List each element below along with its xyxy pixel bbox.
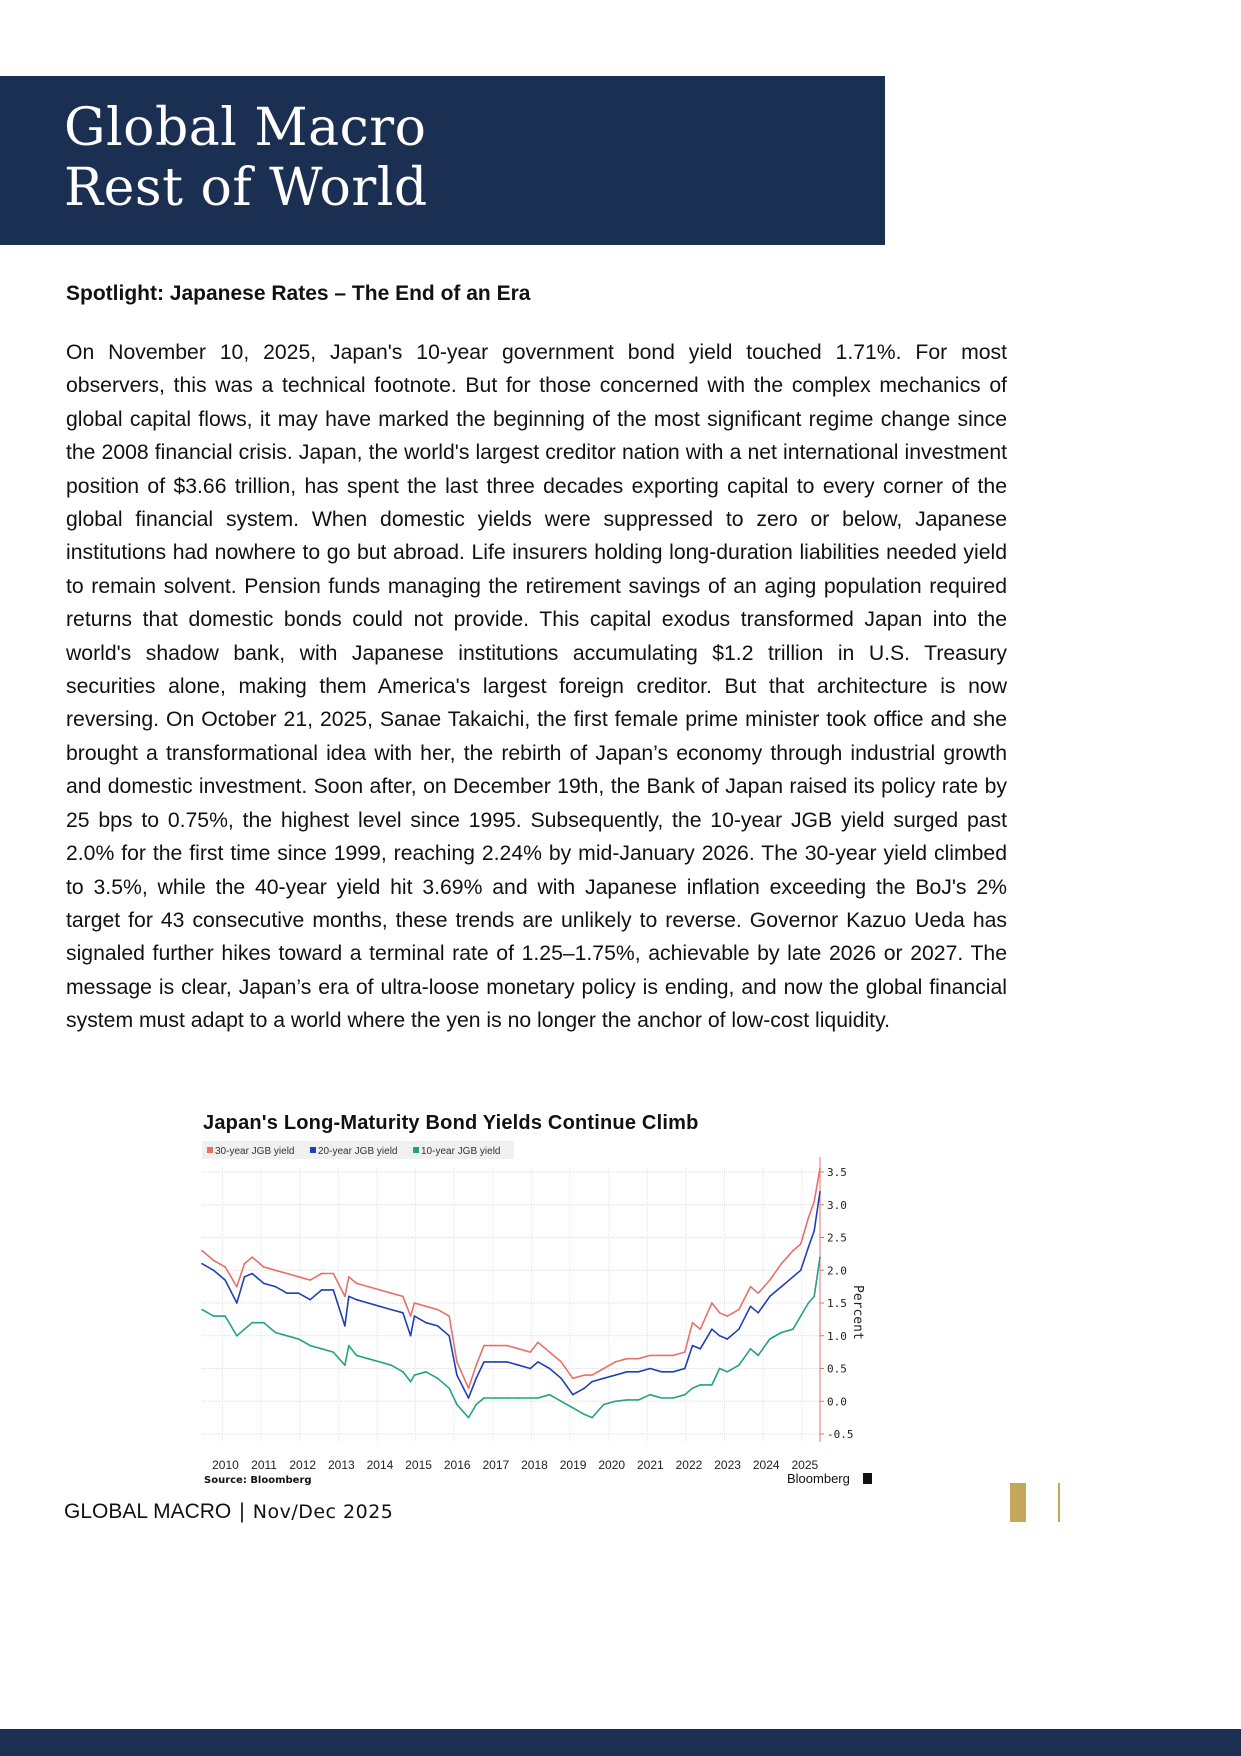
xtick-label: 2019 — [559, 1458, 587, 1472]
ytick-label: 0.5 — [827, 1362, 847, 1376]
data-point — [390, 1364, 392, 1366]
data-point — [495, 1345, 497, 1347]
data-point — [813, 1296, 815, 1298]
legend-label-1: 20-year JGB yield — [318, 1146, 398, 1157]
data-point — [456, 1374, 458, 1376]
data-point — [506, 1345, 508, 1347]
data-point — [819, 1168, 821, 1170]
data-point — [661, 1397, 663, 1399]
footer-separator: | — [239, 1500, 245, 1523]
data-point — [414, 1374, 416, 1376]
data-point — [495, 1397, 497, 1399]
xtick-label: 2013 — [327, 1458, 355, 1472]
decorative-gold-bar — [1010, 1483, 1026, 1522]
footer-issue: Nov/Dec 2025 — [252, 1501, 394, 1523]
data-point — [333, 1273, 335, 1275]
article-body: On November 10, 2025, Japan's 10-year government bond yield touched 1.71%. For most observers, this was a technical footnote. But for those concerned with the complex mechanics of global capital flows, it may have marked the beginning of the most significant regime change since the 2008 financial crisis. Japan, the world's largest creditor nation with a net international investment position of $3.66 trillion, has spent the last three decades exporting capital to every corner of the global financial system. When domestic yields were suppressed to zero or below, Japanese institutions had nowhere to go but abroad. Life insurers holding long-duration liabilities needed yield to remain solvent. Pension funds managing the retirement savings of an aging population required returns that domestic bonds could not provide. This capital exodus transformed Japan into the world's shadow bank, with Japanese institutions accumulating $1.2 trillion in U.S. Treasury securities alone, making them America's largest foreign creditor. But that architecture is now reversing. On October 21, 2025, Sanae Takaichi, the first female prime minister took office and she brought a transformational idea with her, the rebirth of Japan’s economy through industrial growth and domestic investment. Soon after, on December 19th, the Bank of Japan raised its policy rate by 25 bps to 0.75%, the highest level since 1995. Subsequently, the 10-year JGB yield surged past 2.0% for the first time since 1999, reaching 2.24% by mid-January 2026. The 30-year yield climbed to 3.5%, while the 40-year yield hit 3.69% and with Japanese inflation exceeding the BoJ's 2% target for 43 consecutive months, these trends are unlikely to reverse. Governor Kazuo Ueda has signaled further hikes toward a terminal rate of 1.25–1.75%, achievable by late 2026 or 2027. The message is clear, Japan’s era of ultra-loose monetary policy is ending, and now the global financial system must adapt to a world where the yen is no longer the anchor of low-cost liquidity. — [66, 341, 1007, 1033]
data-point — [603, 1404, 605, 1406]
data-point — [626, 1358, 628, 1360]
data-point — [475, 1404, 477, 1406]
legend-label-2: 10-year JGB yield — [421, 1146, 501, 1157]
data-point — [738, 1309, 740, 1311]
data-point — [711, 1328, 713, 1330]
data-point — [367, 1286, 369, 1288]
data-point — [298, 1338, 300, 1340]
data-point — [275, 1332, 277, 1334]
data-point — [638, 1399, 640, 1401]
data-point — [813, 1230, 815, 1232]
data-point — [309, 1299, 311, 1301]
data-point — [236, 1335, 238, 1337]
data-point — [537, 1397, 539, 1399]
data-point — [614, 1400, 616, 1402]
data-point — [603, 1378, 605, 1380]
legend-swatch-2 — [413, 1147, 419, 1153]
data-point — [224, 1279, 226, 1281]
data-point — [808, 1247, 810, 1249]
data-point — [711, 1384, 713, 1386]
data-point — [603, 1368, 605, 1370]
data-point — [483, 1397, 485, 1399]
ytick-label: 2.0 — [827, 1264, 847, 1278]
data-point — [236, 1286, 238, 1288]
data-point — [750, 1348, 752, 1350]
series-line-10-year — [202, 1257, 820, 1418]
data-point — [727, 1338, 729, 1340]
data-point — [699, 1348, 701, 1350]
data-point — [286, 1292, 288, 1294]
data-point — [348, 1345, 350, 1347]
footer — [64, 1500, 393, 1524]
ytick-label: 1.0 — [827, 1329, 847, 1343]
data-point — [201, 1263, 203, 1265]
data-point — [356, 1283, 358, 1285]
data-point — [333, 1351, 335, 1353]
xtick-label: 2010 — [212, 1458, 239, 1472]
data-point — [425, 1371, 427, 1373]
data-point — [672, 1397, 674, 1399]
data-point — [808, 1217, 810, 1219]
data-point — [263, 1266, 265, 1268]
ytick-label: 0.0 — [827, 1395, 847, 1409]
data-point — [738, 1328, 740, 1330]
data-point — [236, 1302, 238, 1304]
data-point — [757, 1355, 759, 1357]
data-point — [475, 1378, 477, 1380]
data-point — [769, 1279, 771, 1281]
data-point — [244, 1328, 246, 1330]
xtick-label: 2024 — [752, 1458, 780, 1472]
data-point — [699, 1384, 701, 1386]
data-point — [672, 1371, 674, 1373]
data-point — [792, 1276, 794, 1278]
data-point — [468, 1397, 470, 1399]
data-point — [614, 1361, 616, 1363]
data-point — [738, 1364, 740, 1366]
data-point — [448, 1387, 450, 1389]
data-point — [356, 1299, 358, 1301]
xtick-label: 2012 — [289, 1458, 317, 1472]
data-point — [348, 1296, 350, 1298]
data-point — [800, 1269, 802, 1271]
legend-swatch-0 — [207, 1147, 213, 1153]
data-point — [560, 1400, 562, 1402]
data-point — [201, 1309, 203, 1311]
data-point — [344, 1364, 346, 1366]
data-point — [356, 1355, 358, 1357]
data-point — [591, 1374, 593, 1376]
data-point — [638, 1358, 640, 1360]
data-point — [475, 1364, 477, 1366]
data-point — [584, 1387, 586, 1389]
data-point — [425, 1305, 427, 1307]
data-point — [402, 1312, 404, 1314]
data-point — [800, 1315, 802, 1317]
xtick-label: 2022 — [675, 1458, 703, 1472]
data-point — [468, 1387, 470, 1389]
data-point — [410, 1335, 412, 1337]
data-point — [448, 1335, 450, 1337]
data-point — [224, 1315, 226, 1317]
data-point — [672, 1355, 674, 1357]
data-point — [367, 1302, 369, 1304]
data-point — [244, 1263, 246, 1265]
data-point — [251, 1322, 253, 1324]
data-point — [572, 1407, 574, 1409]
bloomberg-logo: Bloomberg — [787, 1471, 850, 1486]
data-point — [537, 1361, 539, 1363]
data-point — [251, 1273, 253, 1275]
ytick-label: -0.5 — [827, 1428, 854, 1441]
data-point — [414, 1315, 416, 1317]
data-point — [560, 1361, 562, 1363]
data-point — [298, 1292, 300, 1294]
chart-title: Japan's Long-Maturity Bond Yields Continue Climb — [203, 1112, 699, 1134]
data-point — [468, 1417, 470, 1419]
data-point — [649, 1394, 651, 1396]
chart-source: Source: Bloomberg — [204, 1475, 312, 1486]
data-point — [719, 1312, 721, 1314]
data-point — [321, 1289, 323, 1291]
legend-swatch-1 — [310, 1147, 316, 1153]
data-point — [781, 1286, 783, 1288]
data-point — [549, 1351, 551, 1353]
data-point — [819, 1256, 821, 1258]
xtick-label: 2021 — [636, 1458, 664, 1472]
data-point — [410, 1381, 412, 1383]
data-point — [530, 1368, 532, 1370]
data-point — [344, 1296, 346, 1298]
data-point — [448, 1315, 450, 1317]
data-point — [309, 1345, 311, 1347]
data-point — [549, 1394, 551, 1396]
data-point — [808, 1302, 810, 1304]
data-point — [684, 1351, 686, 1353]
data-point — [402, 1371, 404, 1373]
data-point — [626, 1371, 628, 1373]
data-point — [367, 1358, 369, 1360]
data-point — [379, 1289, 381, 1291]
data-point — [819, 1191, 821, 1193]
data-point — [425, 1322, 427, 1324]
data-point — [727, 1371, 729, 1373]
data-point — [572, 1378, 574, 1380]
data-point — [213, 1260, 215, 1262]
data-point — [684, 1394, 686, 1396]
series-line-30-year — [202, 1169, 820, 1389]
series-line-20-year — [202, 1192, 820, 1398]
data-point — [719, 1335, 721, 1337]
data-point — [661, 1371, 663, 1373]
footer-bar — [0, 1729, 1241, 1756]
yield-chart — [195, 1135, 885, 1495]
data-point — [518, 1348, 520, 1350]
data-point — [348, 1276, 350, 1278]
article-heading: Spotlight: Japanese Rates – The End of an Era — [66, 282, 531, 305]
data-point — [769, 1296, 771, 1298]
title-banner — [0, 76, 885, 245]
ytick-label: 1.5 — [827, 1297, 847, 1310]
legend-label-0: 30-year JGB yield — [215, 1146, 295, 1157]
data-point — [456, 1361, 458, 1363]
data-point — [379, 1305, 381, 1307]
data-point — [263, 1322, 265, 1324]
data-point — [572, 1394, 574, 1396]
ytick-label: 3.5 — [827, 1166, 847, 1179]
data-point — [692, 1322, 694, 1324]
xtick-label: 2025 — [791, 1458, 819, 1472]
data-point — [506, 1397, 508, 1399]
data-point — [390, 1292, 392, 1294]
data-point — [333, 1289, 335, 1291]
data-point — [757, 1292, 759, 1294]
data-point — [792, 1328, 794, 1330]
data-point — [402, 1296, 404, 1298]
data-point — [800, 1243, 802, 1245]
data-point — [309, 1279, 311, 1281]
data-point — [584, 1414, 586, 1416]
data-point — [661, 1355, 663, 1357]
data-point — [757, 1312, 759, 1314]
data-point — [298, 1276, 300, 1278]
decorative-gold-line — [1058, 1483, 1060, 1522]
data-point — [727, 1315, 729, 1317]
data-point — [769, 1338, 771, 1340]
data-point — [692, 1345, 694, 1347]
data-point — [275, 1269, 277, 1271]
data-point — [390, 1309, 392, 1311]
data-point — [344, 1325, 346, 1327]
data-point — [518, 1397, 520, 1399]
data-point — [437, 1309, 439, 1311]
bloomberg-terminal-icon — [863, 1473, 872, 1484]
data-point — [437, 1378, 439, 1380]
footer-publication: GLOBAL MACRO — [64, 1500, 232, 1523]
data-point — [711, 1302, 713, 1304]
data-point — [379, 1361, 381, 1363]
xtick-label: 2017 — [482, 1458, 510, 1472]
data-point — [719, 1368, 721, 1370]
y-axis-label: Percent — [850, 1285, 865, 1340]
xtick-label: 2018 — [521, 1458, 548, 1472]
data-point — [792, 1250, 794, 1252]
data-point — [483, 1361, 485, 1363]
ytick-label: 3.0 — [827, 1198, 847, 1212]
data-point — [781, 1263, 783, 1265]
data-point — [244, 1276, 246, 1278]
data-point — [692, 1387, 694, 1389]
data-point — [251, 1256, 253, 1258]
data-point — [321, 1348, 323, 1350]
data-point — [549, 1368, 551, 1370]
data-point — [286, 1273, 288, 1275]
data-point — [699, 1328, 701, 1330]
data-point — [414, 1302, 416, 1304]
data-point — [614, 1374, 616, 1376]
data-point — [537, 1342, 539, 1344]
data-point — [591, 1417, 593, 1419]
xtick-label: 2016 — [443, 1458, 471, 1472]
data-point — [584, 1374, 586, 1376]
data-point — [750, 1305, 752, 1307]
data-point — [560, 1378, 562, 1380]
ytick-label: 2.5 — [827, 1231, 847, 1245]
data-point — [321, 1273, 323, 1275]
data-point — [286, 1335, 288, 1337]
data-point — [275, 1286, 277, 1288]
data-point — [506, 1361, 508, 1363]
data-point — [591, 1381, 593, 1383]
data-point — [750, 1286, 752, 1288]
data-point — [649, 1368, 651, 1370]
data-point — [263, 1283, 265, 1285]
data-point — [638, 1371, 640, 1373]
data-point — [813, 1201, 815, 1203]
data-point — [626, 1399, 628, 1401]
data-point — [437, 1325, 439, 1327]
data-point — [224, 1266, 226, 1268]
data-point — [530, 1351, 532, 1353]
xtick-label: 2023 — [714, 1458, 741, 1472]
data-point — [410, 1315, 412, 1317]
data-point — [530, 1397, 532, 1399]
xtick-label: 2014 — [366, 1458, 394, 1472]
data-point — [456, 1404, 458, 1406]
xtick-label: 2011 — [251, 1458, 277, 1472]
data-point — [684, 1368, 686, 1370]
data-point — [201, 1250, 203, 1252]
banner-title-line1: Global Macro — [64, 98, 427, 158]
data-point — [213, 1315, 215, 1317]
xtick-label: 2015 — [405, 1458, 432, 1472]
data-point — [649, 1355, 651, 1357]
xtick-label: 2020 — [598, 1458, 626, 1472]
data-point — [781, 1332, 783, 1334]
data-point — [213, 1269, 215, 1271]
data-point — [483, 1345, 485, 1347]
data-point — [518, 1364, 520, 1366]
data-point — [495, 1361, 497, 1363]
banner-title-line2: Rest of World — [64, 158, 428, 218]
